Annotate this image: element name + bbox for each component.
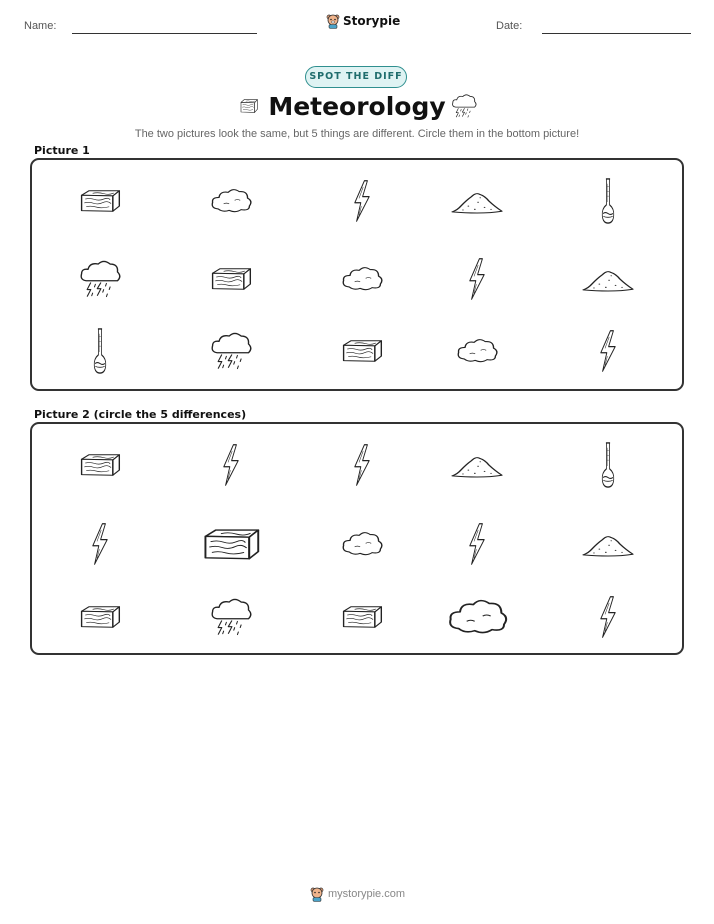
date-field[interactable] — [542, 33, 691, 34]
picture-2-panel — [30, 422, 684, 655]
name-label: Name: — [24, 20, 57, 32]
sand-pile-icon — [450, 449, 504, 481]
picture-2-cell-3-2[interactable] — [208, 595, 254, 639]
page-title: Meteorology — [268, 92, 446, 121]
picture-2-cell-1-5[interactable] — [595, 441, 621, 489]
picture-1-cell-1-3[interactable] — [347, 179, 377, 223]
sand-pile-icon — [581, 528, 635, 560]
cloud-icon — [454, 333, 500, 369]
sediment-block-icon — [339, 335, 385, 367]
picture-2-cell-2-4[interactable] — [462, 522, 492, 566]
thunderstorm-cloud-icon — [77, 257, 123, 301]
picture-2-cell-2-5[interactable] — [581, 528, 635, 560]
flask-icon — [595, 177, 621, 225]
thunderstorm-cloud-icon — [208, 595, 254, 639]
picture-1-cell-3-4[interactable] — [454, 333, 500, 369]
picture-1-label: Picture 1 — [34, 144, 90, 157]
bear-mascot-icon — [310, 886, 324, 902]
instructions: The two pictures look the same, but 5 things are different. Circle them in the bottom picture! — [134, 128, 580, 140]
sediment-block-icon — [199, 522, 263, 567]
picture-2-cell-3-3[interactable] — [339, 601, 385, 633]
lightning-icon — [462, 257, 492, 301]
spot-the-diff-badge: SPOT THE DIFF — [305, 66, 407, 88]
lightning-icon — [85, 522, 115, 566]
lightning-icon — [593, 595, 623, 639]
picture-2-cell-2-2[interactable] — [199, 522, 263, 567]
date-label: Date: — [496, 20, 523, 32]
picture-2-cell-1-2[interactable] — [216, 443, 246, 487]
picture-1-cell-2-3[interactable] — [339, 261, 385, 297]
flask-icon — [595, 441, 621, 489]
name-field[interactable] — [72, 33, 257, 34]
lightning-icon — [593, 329, 623, 373]
picture-2-cell-2-1[interactable] — [85, 522, 115, 566]
picture-2-cell-2-3[interactable] — [339, 526, 385, 562]
picture-1-cell-2-5[interactable] — [581, 263, 635, 295]
sediment-block-icon — [339, 601, 385, 633]
cloud-icon — [444, 591, 511, 643]
picture-2-label: Picture 2 (circle the 5 differences) — [34, 408, 247, 421]
flask-icon — [87, 327, 113, 375]
brand-name: Storypie — [343, 14, 401, 28]
sediment-block-icon — [208, 263, 254, 295]
lightning-icon — [347, 179, 377, 223]
bear-mascot-icon — [326, 13, 340, 29]
sediment-block-icon — [77, 601, 123, 633]
picture-1-panel — [30, 158, 684, 391]
sediment-block-icon — [77, 185, 123, 217]
brand-logo — [326, 13, 400, 29]
picture-1-cell-2-1[interactable] — [77, 257, 123, 301]
picture-1-cell-3-1[interactable] — [87, 327, 113, 375]
picture-1-cell-3-3[interactable] — [339, 335, 385, 367]
picture-1-cell-3-2[interactable] — [208, 329, 254, 373]
lightning-icon — [216, 443, 246, 487]
picture-1-cell-1-4[interactable] — [450, 185, 504, 217]
lightning-icon — [347, 443, 377, 487]
thunderstorm-cloud-icon — [208, 329, 254, 373]
title-right-icon — [449, 92, 479, 125]
picture-1-cell-1-1[interactable] — [77, 185, 123, 217]
picture-2-cell-3-1[interactable] — [77, 601, 123, 633]
picture-1-cell-3-5[interactable] — [593, 329, 623, 373]
cloud-icon — [339, 261, 385, 297]
footer-url: mystorypie.com — [328, 888, 406, 900]
picture-2-cell-1-1[interactable] — [77, 449, 123, 481]
cloud-icon — [339, 526, 385, 562]
picture-2-cell-3-5[interactable] — [593, 595, 623, 639]
picture-2-cell-1-4[interactable] — [450, 449, 504, 481]
picture-1-cell-2-2[interactable] — [208, 263, 254, 295]
picture-2-cell-1-3[interactable] — [347, 443, 377, 487]
sediment-block-icon — [77, 449, 123, 481]
thunderstorm-cloud-icon — [449, 92, 479, 120]
picture-1-cell-2-4[interactable] — [462, 257, 492, 301]
picture-1-cell-1-2[interactable] — [208, 183, 254, 219]
cloud-icon — [208, 183, 254, 219]
footer — [310, 886, 405, 902]
lightning-icon — [462, 522, 492, 566]
picture-2-cell-3-4[interactable] — [444, 591, 511, 643]
sand-pile-icon — [450, 185, 504, 217]
picture-1-cell-1-5[interactable] — [595, 177, 621, 225]
sand-pile-icon — [581, 263, 635, 295]
